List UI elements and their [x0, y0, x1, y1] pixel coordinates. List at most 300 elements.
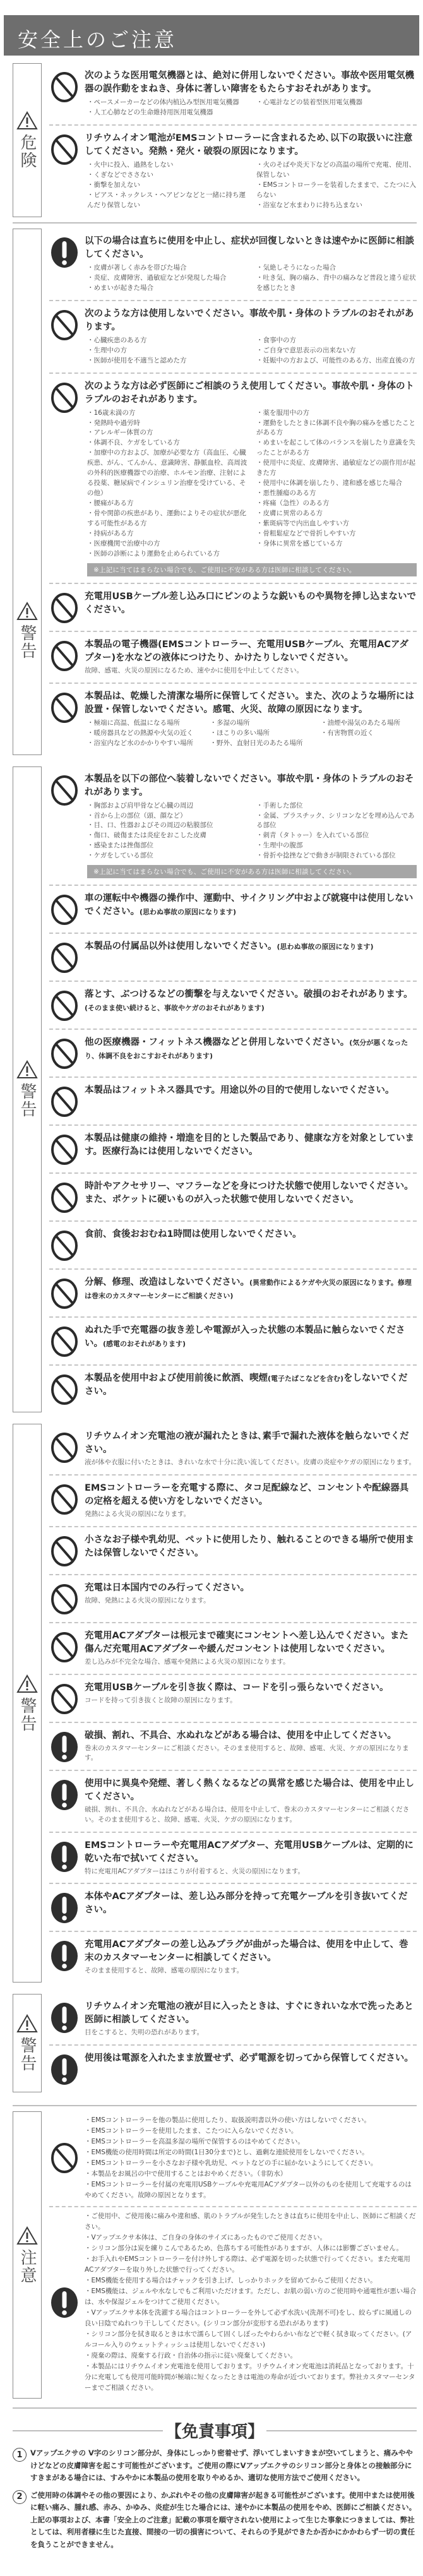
precaution-item [49, 1126, 417, 1174]
precaution-item [49, 1318, 417, 1366]
page-title: 安全上のご注意 [4, 15, 419, 56]
bullet-item: ・ペースメーカーなどの体内植込み型医用電気機器 [87, 98, 239, 107]
prohibition-icon [49, 1483, 80, 1516]
prohibition-icon [49, 774, 80, 807]
precaution-title [85, 1938, 417, 1965]
prohibition-icon [49, 2142, 80, 2174]
bullet-item: ・感染または挫傷部位 [87, 842, 153, 850]
title-text: 小さなお子様や乳幼児、ペットに使用したり、触れることのできる場所で使用または保管しないでください。 [85, 1534, 414, 1558]
precaution-title [85, 1036, 417, 1063]
warning-label: 警告 [18, 624, 37, 660]
warning-label: 警告 [18, 2037, 37, 2073]
caution-mandatory-lines [85, 2211, 417, 2394]
precaution-body [85, 1482, 417, 1520]
precaution-item [49, 982, 417, 1030]
precaution-body [85, 892, 417, 919]
precaution-body [85, 1839, 417, 1877]
precaution-note: 目をこすると、失明の恐れがあります。 [85, 2029, 204, 2037]
precaution-item [49, 1575, 417, 1623]
precaution-item [49, 584, 417, 632]
danger-label: 危険 [18, 133, 37, 169]
precaution-body [85, 988, 417, 1015]
title-text: 充電は日本国内でのみ行ってください。 [85, 1582, 249, 1593]
exclamation-icon [49, 2286, 80, 2319]
precaution-body [85, 1132, 417, 1159]
bullet-item: ・腰痛がある方 [87, 499, 134, 508]
precaution-note: そのまま使用すると、故障、感電の原因になります。 [85, 1967, 244, 1975]
caution-prohibit-group [49, 2111, 417, 2207]
title-text: ぬれた手で充電器の抜き差しや電源が入った状態の本製品に触らないでください。 [85, 1325, 405, 1349]
precaution-title [85, 1729, 417, 1743]
exclamation-icon [49, 1779, 80, 1811]
warning-label-box [13, 1994, 42, 2092]
caution-label: 注意 [18, 2248, 37, 2284]
precaution-body [85, 638, 417, 676]
bullet-item: ・有害物質の近く [321, 729, 374, 737]
danger-section [13, 63, 417, 217]
exclamation-icon [49, 236, 80, 269]
bullet-item: ・野外、直射日光のあたる場所 [210, 739, 303, 747]
disclaimer-text [30, 2447, 417, 2484]
bullet-item: ・運動をしたときに体調不良や胸の痛みを感じたことがある方 [256, 419, 415, 437]
title-text: リチウムイオン充電池の液が漏れたときは､素手で漏れた液体を触らないでください。 [85, 1431, 409, 1455]
prohibition-icon [49, 1133, 80, 1166]
bullet-column [256, 263, 417, 294]
disclaimer-title: 【免責事項】 [165, 2423, 265, 2442]
warning-triangle-icon [16, 2014, 38, 2033]
precaution-body [85, 1276, 417, 1303]
precaution-title [85, 1839, 417, 1866]
bullet-item: ・極端に高温、低温になる場所 [87, 719, 180, 727]
precaution-body [85, 1938, 417, 1976]
precaution-item [49, 1527, 417, 1575]
title-aside: (電子たばこなどを含む) [268, 1374, 344, 1383]
bullet-item: ・疼痛（急性）のある方 [256, 499, 330, 508]
exclamation-icon [49, 1892, 80, 1924]
section-divider [13, 2407, 417, 2409]
title-aside: (思わぬ事故の原因になります) [140, 908, 237, 917]
bullet-item: ・暖房器具などの熱源や火気の近く [87, 729, 193, 737]
precaution-title [85, 1324, 417, 1351]
prohibition-icon [49, 1431, 80, 1464]
warning-section-3 [13, 1424, 417, 1983]
title-text: 充電用USBケーブルを引き抜く際は、コードを引っ張らないでください。 [85, 1682, 389, 1693]
title-aside: (思わぬ事故の原因になります) [277, 943, 374, 951]
prohibition-icon [49, 1683, 80, 1715]
danger-items [49, 63, 417, 217]
precaution-title [85, 2052, 417, 2065]
precaution-body [85, 235, 417, 294]
precaution-title [85, 307, 417, 334]
precaution-title [85, 1372, 417, 1398]
precaution-body [85, 132, 417, 211]
precaution-body [85, 1084, 417, 1097]
precaution-title [85, 1228, 417, 1241]
bullet-item: ・ほこりの多い場所 [210, 729, 270, 737]
bullet-item: ・くぎなどでささない [87, 170, 153, 179]
precaution-item [49, 1723, 417, 1772]
precaution-item [49, 1932, 417, 1983]
precaution-title [85, 1582, 417, 1595]
bullet-item: ・金属、プラスチック、シリコンなどを埋め込んである部位 [256, 811, 415, 830]
warning-triangle-icon [16, 2226, 38, 2245]
bullet-item: ・加療中の方および、加療が必要な方（高血圧、心臓疾患、がん、てんかん、意識障害、静脈血栓、高周波の外科的医療機器での治療、ホルモン治療、注射による投薬、糖尿病でインシュリン治療を受けている、その他） [87, 449, 247, 498]
bullet-column [256, 160, 417, 211]
warning-label-box [13, 229, 42, 755]
bullet-item: ・食事中の方 [256, 336, 296, 344]
bullet-item: ・EMSコントローラーを装着したままで、こたつに入らない [256, 181, 417, 199]
exclamation-icon [49, 2053, 80, 2086]
bullet-item: ・アレルギー体質の方 [87, 429, 153, 437]
bullet-column [87, 801, 247, 862]
precaution-title [85, 590, 417, 617]
precaution-item [49, 1222, 417, 1270]
title-text: リチウムイオン充電池の液が目に入ったときは、すぐにきれいな水で洗ったあと医師に相談してください。 [85, 2001, 414, 2025]
precaution-item [49, 684, 417, 755]
bullet-item: ・吐き気、胸の痛み、背中の痛みなど普段と違う症状を感じたとき [256, 273, 416, 292]
precaution-item [49, 1270, 417, 1318]
precaution-item [49, 301, 417, 374]
title-tail: をしないでください。 [85, 1373, 408, 1397]
bullet-item: ・人工心肺などの生命維持用医用電気機器 [87, 108, 213, 116]
prohibition-icon [49, 1325, 80, 1358]
caution-line: ・EMSコントローラーを付属の充電用USBケーブルや充電用ACアダプター以外のものを使用して充電するのはやめてください。故障の原因となります。 [85, 2181, 412, 2199]
warning-section-4 [13, 1994, 417, 2092]
precaution-note: 発熱による火災の原因になります。 [85, 1510, 191, 1518]
bullet-column [87, 408, 247, 559]
warning-triangle-icon [16, 1060, 38, 1079]
advisory-banner: ※上記に当てはまらない場合でも、ご使用に不安がある方は医師に相談してください。 [87, 563, 417, 576]
number-badge: 1 [13, 2448, 27, 2462]
precaution-body [85, 1534, 417, 1560]
prohibition-icon [49, 1631, 80, 1664]
bullet-column [256, 336, 417, 366]
bullet-item: ・生理中の腹部 [256, 842, 303, 850]
title-text: 以下の場合は直ちに使用を中止し、症状が回復しないときは速やかに医師に相談してください。 [85, 236, 414, 259]
bullet-item: ・浴室内など水のかかりやすい場所 [87, 739, 193, 747]
bullet-item: ・使用中に炎症、皮膚障害、過敏症などの副作用が起きた方 [256, 459, 415, 477]
bullet-item: ・めまいを起こして体のバランスを崩したり意識を失ったことがある方 [256, 439, 415, 457]
title-text: 次のような方は使用しないでください。事故や肌・身体のトラブルのおそれがあります。 [85, 308, 414, 332]
precaution-body [85, 1372, 417, 1398]
bullet-item: ・浴室など水まわりに持ち込まない [256, 201, 362, 209]
precaution-item [49, 766, 417, 886]
title-text: 破損、割れ、不具合、水ぬれなどがある場合は、使用を中止してください。 [85, 1730, 396, 1741]
title-text: 使用後は電源を入れたまま放置せず、必ず電源を切ってから保管してください。 [85, 2053, 414, 2063]
heading-rule-right [266, 2430, 417, 2431]
precaution-note: 液が体や衣服に付いたときは、きれいな水で十分に洗い流してください。皮膚の炎症やケガの原因になります。 [85, 1458, 415, 1467]
precaution-body [85, 940, 417, 953]
title-text: 充電用USBケーブル差し込み口にピンのような鋭いものや異物を挿し込まないでください。 [85, 591, 416, 615]
bullet-item: ・気絶しそうになった場合 [256, 263, 336, 271]
prohibition-icon [49, 1085, 80, 1118]
title-text: 本製品の付属品以外は使用しないでください。 [85, 941, 277, 952]
precaution-item [49, 1174, 417, 1222]
precaution-body [85, 1681, 417, 1706]
precaution-title [85, 1430, 417, 1457]
bullet-column [87, 98, 247, 118]
precaution-body [85, 1890, 417, 1917]
prohibition-icon [49, 1277, 80, 1310]
precaution-body [85, 1630, 417, 1667]
bullet-column [210, 719, 313, 749]
title-text: 本製品を使用中および使用前後に飲酒、喫煙 [85, 1373, 268, 1384]
precaution-body [85, 380, 417, 576]
precaution-title [85, 1890, 417, 1917]
prohibition-icon [49, 71, 80, 104]
precaution-note: 差し込みが不完全な場合、感電や発熱による火災の原因になります。 [85, 1657, 290, 1666]
precaution-body [85, 1228, 417, 1241]
prohibition-icon [49, 592, 80, 624]
caution-prohibit-lines [85, 2115, 417, 2201]
bullet-item: ・医師が使用を不適当と認めた方 [87, 356, 187, 364]
precaution-title [85, 1777, 417, 1804]
precaution-title [85, 69, 417, 96]
precaution-item [49, 1078, 417, 1126]
title-text: リチウムイオン電池がEMSコントローラーに含まれるため､以下の取扱いに注意してください。発熱・発火・破裂の原因になります。 [85, 133, 413, 157]
precaution-title [85, 1482, 417, 1508]
bullet-item: ・医師の診断により運動を止められている方 [87, 549, 220, 558]
precaution-body [85, 2000, 417, 2038]
prohibition-icon [49, 941, 80, 974]
precaution-item [49, 1476, 417, 1527]
precaution-item [49, 126, 417, 217]
warning-label-box [13, 1424, 42, 1983]
advisory-banner: ※上記に当てはまらない場合でも、ご使用に不安がある方は医師に相談してください。 [87, 865, 417, 878]
warning-triangle-icon [16, 1674, 38, 1693]
bullet-item: ・ピアス・ネックレス・ヘアピンなどと一緒に持ち運んだり保管しない [87, 191, 246, 209]
bullet-item: ・身体に異常を感じている方 [256, 539, 343, 547]
bullet-list [85, 336, 417, 366]
precaution-title [85, 892, 417, 919]
precaution-body [85, 1729, 417, 1764]
warning-items-2 [49, 766, 417, 1413]
bullet-column [256, 801, 417, 862]
caution-line: ・シリコン部分は炭を練りこんであるため、色落ちする可能性がありますが、人体には影響ございません。 [85, 2245, 403, 2252]
precaution-title [85, 380, 417, 407]
bullet-item: ・体調不良、ケガをしている方 [87, 439, 180, 447]
disclaimer-paragraph: ご使用時の体調やその他の要因により、かぶれやその他の皮膚障害が起きる可能性がございます。使用中または使用後に軽い痛み、腫れ感、赤み、かゆみ、炎症が生じた場合には、速やかに本製品の使用をやめ、医師にご相談ください。上記の事項および、本書「安全上のご注意」記載の事項を順守されない使用によって生じた事象につきましては、弊社としては、利用者様に生じた直接、間接の一切の損害について、それらの予見ができたか否かにかかわらず一切の責任を負うことができません。 [30, 2490, 417, 2549]
exclamation-icon [49, 1840, 80, 1873]
bullet-item: ・発熱時や過労時 [87, 419, 140, 427]
precaution-item [49, 1884, 417, 1932]
bullet-item: ・多湿の場所 [210, 719, 250, 727]
disclaimer-paragraph: Vアップエクサの V字のシリコン部分が、身体にしっかり密着せず、浮いてしまいすきまが空いてしまうと、痛みややけどなどの皮膚障害を起こす可能性がございます。ご使用の際にVアップエクサのシリコン部分と身体との接触部分にすきまがある場合には、すみやかに本製品の使用を取りやめるか、適切な使用方法でご使用ください。 [30, 2448, 413, 2483]
disclaimer-section [13, 2419, 417, 2551]
caution-line: ・シリコン部分を拭き取るときは水で濡らして固くしぼったやわらかい布などで軽く拭き取ってください。(アルコール入りのウェットティッシュは使用しないでください) [85, 2330, 412, 2349]
precaution-title [85, 1534, 417, 1560]
precaution-item [49, 1366, 417, 1412]
disclaimer-item [13, 2490, 417, 2551]
bullet-item: ・胸部および肩甲骨など心臓の周辺 [87, 801, 193, 809]
warning-label-box [13, 766, 42, 1413]
exclamation-icon [49, 2001, 80, 2034]
bullet-list [85, 801, 417, 862]
bullet-item: ・火のそばや炎天下などの高温の場所で充電、使用、保管しない [256, 160, 415, 179]
warning-section-2 [13, 766, 417, 1413]
bullet-column [87, 336, 247, 366]
bullet-item: ・ご自身で意思表示の出来ない方 [256, 346, 356, 354]
bullet-item: ・目、口、性器およびその周辺の粘膜部位 [87, 821, 213, 830]
precaution-item [49, 374, 417, 584]
bullet-column [87, 263, 247, 294]
caution-line: ・お手入れやEMSコントローラーを付け外しする際は、必ず電源を切った状態で行ってください。また充電用ACアダプターを取り外した状態で行ってください。 [85, 2255, 410, 2274]
title-aside: (感電のおそれがあります) [103, 1340, 186, 1349]
precaution-title [85, 940, 417, 953]
bullet-item: ・医療機関で治療中の方 [87, 539, 160, 547]
title-text: 本製品の電子機器(EMSコントローラー、充電用USBケーブル、充電用ACアダプター)を水などの液体につけたり、かけたりしないでください。 [85, 639, 408, 663]
prohibition-icon [49, 1229, 80, 1262]
prohibition-icon [49, 640, 80, 672]
warning-section-1 [13, 229, 417, 755]
precaution-body [85, 307, 417, 366]
precaution-body [85, 1036, 417, 1063]
precaution-title [85, 1084, 417, 1097]
title-text: 次のような医用電気機器とは、絶対に併用しないでください。事故や医用電気機器の誤作動をまねき、身体に著しい障害をもたらすおそれがあります。 [85, 71, 414, 95]
caution-line: ・EMSコントローラーを小さなお子様や乳幼児、ペットなどの手に届かないようにしてください。 [85, 2159, 378, 2167]
precaution-title [85, 1276, 417, 1303]
exclamation-icon [49, 1731, 80, 1763]
caution-label-box [13, 2111, 42, 2399]
precaution-body [85, 1582, 417, 1606]
title-aside: (気分が悪くなったり、体調不良をおこすおそれがあります) [85, 1039, 408, 1061]
bullet-item: ・16歳未満の方 [87, 408, 136, 417]
caution-line: ・廃棄の際は、廃棄する行政・自治体の指示に従い廃棄してください。 [85, 2352, 297, 2359]
prohibition-icon [49, 1583, 80, 1616]
bullet-list [85, 719, 417, 749]
precaution-item [49, 63, 417, 126]
bullet-item: ・油煙や湯気のあたる場所 [321, 719, 400, 727]
title-text: 充電用ACアダプターは根元まで確実にコンセントへ差し込んでください。また傷んだ充電用ACアダプターや緩んだコンセントは使用しないでください。 [85, 1630, 408, 1654]
caution-line: ・EMSコントローラーを他の製品に使用したり、取扱説明書以外の使い方はしないでください。 [85, 2116, 371, 2124]
precaution-item [49, 934, 417, 982]
caution-line: ・Vアップエクサ本体は、ご自身の身体のサイズにあったものでご使用ください。 [85, 2234, 326, 2241]
title-text: 次のような方は必ず医師にご相談のうえ使用してください。事故や肌・身体のトラブルのおそれがあります。 [85, 381, 414, 405]
prohibition-icon [49, 1535, 80, 1568]
precaution-title [85, 988, 417, 1015]
exclamation-icon [49, 1940, 80, 1972]
bullet-column [321, 719, 417, 749]
title-text: 使用中に異臭や発煙、著しく熱くなるなどの異常を感じた場合は、使用を中止してください。 [85, 1779, 414, 1803]
bullet-item: ・骨粗鬆症などで骨折しやすい方 [256, 529, 356, 537]
precaution-title [85, 1132, 417, 1159]
bullet-item: ・紫斑病等で内出血しやすい方 [256, 520, 349, 528]
precaution-item [49, 1994, 417, 2046]
precaution-title [85, 690, 417, 717]
bullet-item: ・炎症、皮膚障害、過敏症などが発現した場合 [87, 273, 227, 282]
precaution-item [49, 632, 417, 684]
precaution-note: 巻末のカスタマーセンターにご相談ください。そのまま使用すると、故障、感電、火災、ケガの原因になります。 [85, 1744, 409, 1762]
title-text: 本製品は、乾燥した清潔な場所に保管してください。また、次のような場所には設置・保管しないでください。感電、火災、故障の原因になります。 [85, 691, 414, 715]
precaution-title [85, 773, 417, 799]
precaution-body [85, 2052, 417, 2065]
caution-line: ・Vアップエクサ本体を洗濯する場合はコントローラーを外して必ず水洗い(洗剤不可)をし、絞らずに風通しの良い日陰でぬれつり干ししてください。(シリコン部分が変形する恐れがあります) [85, 2309, 412, 2327]
bullet-item: ・手術した部位 [256, 801, 303, 809]
title-text: 時計やアクセサリー、マフラーなどを身につけた状態で使用しないでください。また、ポケットに硬いものが入った状態で使用しないでください。 [85, 1181, 414, 1205]
title-text: 分解、修理、改造はしないでください。 [85, 1277, 249, 1288]
warning-label: 警告 [18, 1696, 37, 1732]
title-text: EMSコントローラーを充電する際に、タコ足配線など、コンセントや配線器具の定格を超える使い方をしないでください。 [85, 1483, 409, 1507]
precaution-body [85, 773, 417, 879]
precaution-title [85, 2000, 417, 2027]
bullet-item: ・めまいが起きた場合 [87, 283, 153, 292]
precaution-item [49, 2046, 417, 2092]
precaution-body [85, 690, 417, 749]
precaution-note: コードを持って引き抜くと故障の原因になります。 [85, 1696, 237, 1704]
bullet-column [256, 98, 417, 118]
number-badge: 2 [13, 2490, 27, 2504]
bullet-item: ・心電計などの装着型医用電気機器 [256, 98, 362, 107]
precaution-body [85, 1324, 417, 1351]
precaution-item [49, 1771, 417, 1833]
precaution-title [85, 132, 417, 158]
bullet-list [85, 98, 417, 118]
prohibition-icon [49, 309, 80, 342]
precaution-title [85, 638, 417, 665]
title-text: 車の運転中や機器の操作中、運動中、サイクリング中および就寝中は使用しないでください。 [85, 893, 414, 917]
caution-line: ・EMS機能は、ジェルや水なしでもご利用いただけます。ただし、お肌の弱い方のご使用時や通電性が悪い場合は、水や保湿ジェルをつけてご使用ください。 [85, 2287, 417, 2306]
heading-rule-left [13, 2430, 163, 2431]
prohibition-icon [49, 691, 80, 724]
bullet-item: ・生理中の方 [87, 346, 127, 354]
bullet-item: ・使用中に体調を崩したり、違和感を感じた場合 [256, 479, 402, 487]
disclaimer-items [13, 2447, 417, 2551]
precaution-item [49, 1833, 417, 1885]
bullet-item: ・骨折や捻挫などで動きが制限されている部位 [256, 852, 396, 860]
title-text: EMSコントローラーや充電用ACアダプター、充電用USBケーブルは、定期的に乾いた布で拭いてください。 [85, 1840, 414, 1864]
caution-line: ・本製品をお風呂の中で使用することはおやめください。（非防水） [85, 2170, 287, 2178]
precaution-item [49, 1623, 417, 1675]
bullet-item: ・傷口、破傷または炎症をおこした皮膚 [87, 832, 206, 840]
precaution-note: 特に充電用ACアダプターはほこりが付着すると、火災の原因になります。 [85, 1867, 305, 1875]
precaution-note: 破損、割れ、不具合、水ぬれなどがある場合は、使用を中止して、巻末のカスタマーセンターにご相談ください。そのまま使用すると、故障、感電、火災、ケガの原因になります。 [85, 1806, 410, 1823]
disclaimer-item [13, 2447, 417, 2484]
bullet-item: ・皮膚が著しく赤みを帯びた場合 [87, 263, 187, 271]
bullet-item: ・首から上の部位（頭、顔など） [87, 811, 187, 820]
caution-line: ・本製品にはリチウムイオン充電池を使用しております。リチウムイオン充電池は消耗品となっております。十分に充電しても使用可能時間が極端に短くなったときは電池の寿命が近づいております。弊社カスタマーセンターまでご相談ください。 [85, 2363, 415, 2392]
title-aside: (そのまま使い続けると、事故やケガのおそれがあります) [85, 1004, 265, 1013]
precaution-title [85, 1180, 417, 1207]
title-aside: (異常動作によるケガや火災の原因になります。修理は巻末のカスタマーセンターにご相談ください) [85, 1279, 412, 1301]
warning-triangle-icon [16, 111, 38, 130]
disclaimer-text [30, 2490, 417, 2551]
disclaimer-heading [13, 2419, 417, 2442]
precaution-item [49, 1424, 417, 1476]
prohibition-icon [49, 1181, 80, 1214]
title-text: 本製品を以下の部位へ装着しないでください。事故や肌・身体のトラブルのおそれがあります。 [85, 773, 414, 797]
precaution-body [85, 1777, 417, 1825]
caution-line: ・EMSコントローラーを使用したまま、こたつに入らないでください。 [85, 2127, 298, 2135]
title-text: 充電用ACアダプターの差し込みプラグが曲がった場合は、使用を中止して、巻末のカスタマーセンターに相談してください。 [85, 1940, 408, 1964]
title-text: 本製品はフィットネス器具です。用途以外の目的で使用しないでください。 [85, 1085, 395, 1096]
caution-line: ・EMSコントローラーを高温多湿の場所で保管するのはやめてください。 [85, 2138, 304, 2145]
prohibition-icon [49, 893, 80, 926]
title-text: 本体やACアダプターは、差し込み部分を持って充電ケーブルを引き抜いてください。 [85, 1892, 408, 1916]
prohibition-icon [49, 133, 80, 166]
bullet-item: ・妊娠中の方および、可能性のある方、出産直後の方 [256, 356, 415, 364]
bullet-column [256, 408, 417, 559]
bullet-item: ・衝撃を加えない [87, 181, 140, 189]
bullet-list [85, 408, 417, 559]
precaution-item [49, 1030, 417, 1078]
precaution-title [85, 235, 417, 261]
danger-label-box [13, 63, 42, 217]
precaution-title [85, 1681, 417, 1695]
bullet-list [85, 160, 417, 211]
bullet-list [85, 263, 417, 294]
prohibition-icon [49, 1373, 80, 1406]
caution-line: ・EMS機能を使用する場合はチャックを引き上げ、しっかりホックを留めてからご使用ください。 [85, 2277, 377, 2284]
